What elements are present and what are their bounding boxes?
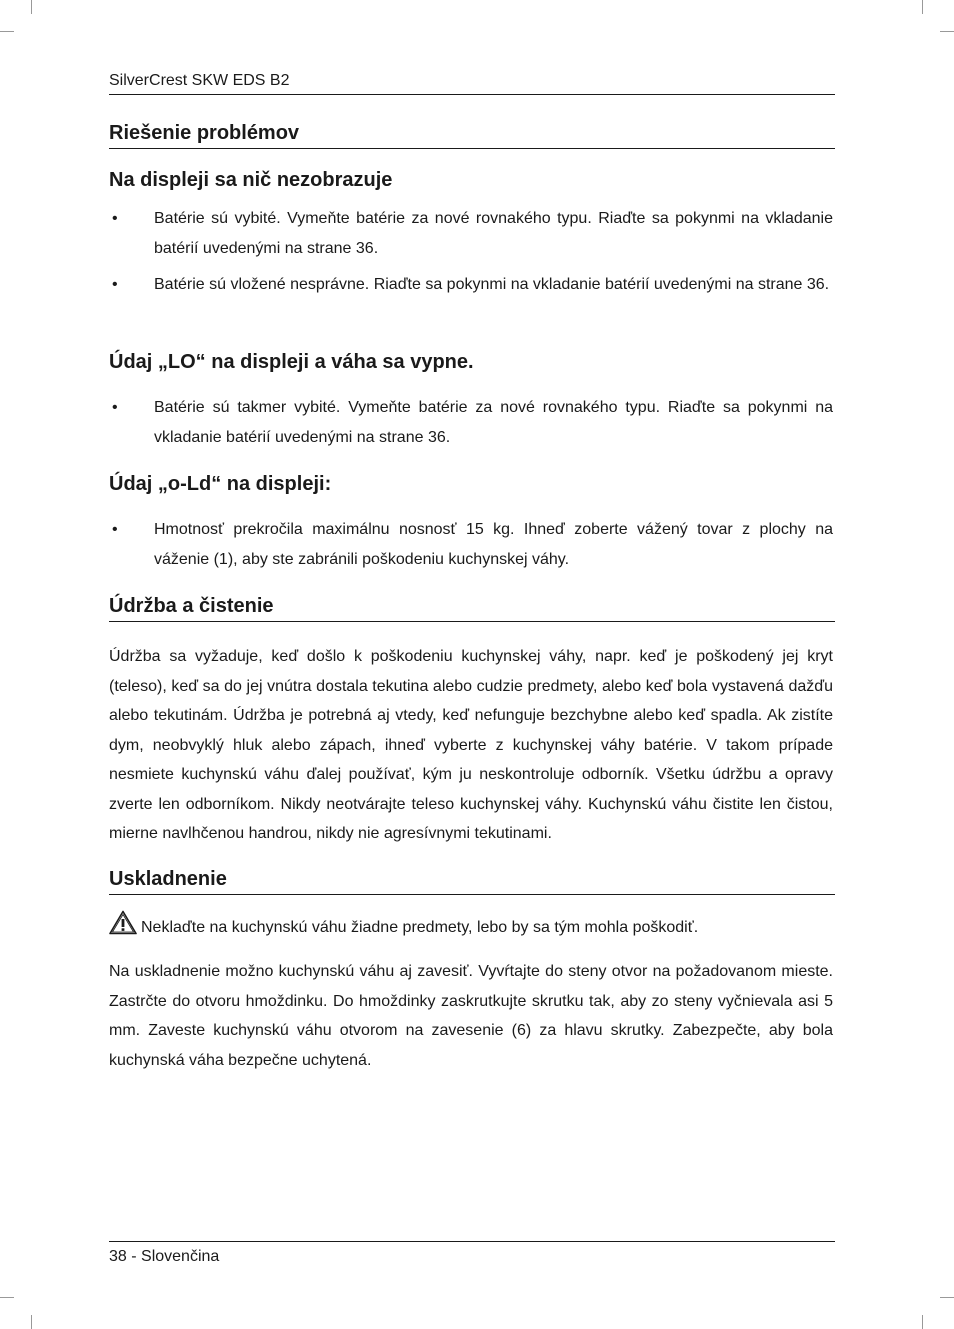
list-item: • Batérie sú takmer vybité. Vymeňte batérie za nové rovnakého typu. Riaďte sa pokynmi na vkladanie batérií uvedenými na strane 36. xyxy=(112,399,833,446)
maintenance-paragraph: Údržba sa vyžaduje, keď došlo k poškodeniu kuchynskej váhy, napr. keď je poškodený jej kryt (teleso), keď sa do jej vnútra dostala tekutina alebo cudzie predmety, alebo keď bola vystavená dažďu alebo tekutinám. Údržba je potrebná aj vtedy, keď nefunguje bezchybne alebo keď spadla. Ak zistíte dym, neobvyklý hluk alebo zápach, ihneď vyberte z kuchynskej váhy batérie. V takom prípade nesmiete kuchynskú váhu ďalej používať, kým ju neskontroluje odborník. Všetku údržbu a opravy zverte len odborníkom. Nikdy neotvárajte teleso kuchynskej váhy. Kuchynskú váhu čistite len čistou, mierne navlhčenou handrou, nikdy nie agresívnymi tekutinami. xyxy=(109,648,833,842)
subsection-title-lo-display: Údaj „LO“ na displeji a váha sa vypne. xyxy=(109,351,474,373)
crop-mark xyxy=(940,31,954,32)
bullet-list-display-empty xyxy=(109,204,833,307)
running-footer: 38 - Slovenčina xyxy=(109,1241,835,1268)
section-title-troubleshooting: Riešenie problémov xyxy=(109,120,835,149)
list-item: • Hmotnosť prekročila maximálnu nosnosť 15 kg. Ihneď zoberte vážený tovar z plochy na váženie (1), aby ste zabránili poškodeniu kuchynskej váhy. xyxy=(112,521,833,568)
subsection-title-display-empty: Na displeji sa nič nezobrazuje xyxy=(109,169,393,191)
crop-mark xyxy=(940,1297,954,1298)
running-header: SilverCrest SKW EDS B2 xyxy=(109,70,835,95)
crop-mark xyxy=(0,31,14,32)
section-title-maintenance: Údržba a čistenie xyxy=(109,593,835,622)
storage-warning xyxy=(109,910,833,941)
crop-mark xyxy=(0,1297,14,1298)
warning-triangle-icon xyxy=(109,910,137,935)
crop-mark xyxy=(922,0,923,14)
storage-paragraph: Na uskladnenie možno kuchynskú váhu aj zavesiť. Vyvŕtajte do steny otvor na požadovanom mieste. Zastrčte do otvoru hmoždinku. Do hmoždinky zaskrutkujte skrutku tak, aby zo steny vyčnievala asi 5 mm. Zaveste kuchynskú váhu otvorom na zavesenie (6) za hlavu skrutky. Zabezpečte, aby bola kuchynská váha bezpečne uchytená. xyxy=(109,963,833,1069)
crop-mark xyxy=(922,1315,923,1329)
storage-warning-text: Neklaďte na kuchynskú váhu žiadne predmety, lebo by sa tým mohla poškodiť. xyxy=(141,919,699,936)
bullet-list-old-display xyxy=(109,515,833,581)
list-item: • Batérie sú vložené nesprávne. Riaďte sa pokynmi na vkladanie batérií uvedenými na strane 36. xyxy=(112,276,830,293)
bullet-list-lo-display xyxy=(109,393,833,459)
subsection-title-old-display: Údaj „o-Ld“ na displeji: xyxy=(109,473,332,495)
crop-mark xyxy=(31,1315,32,1329)
crop-mark xyxy=(31,0,32,14)
list-item: • Batérie sú vybité. Vymeňte batérie za nové rovnakého typu. Riaďte sa pokynmi na vkladanie batérií uvedenými na strane 36. xyxy=(112,210,833,257)
section-title-storage: Uskladnenie xyxy=(109,866,835,895)
